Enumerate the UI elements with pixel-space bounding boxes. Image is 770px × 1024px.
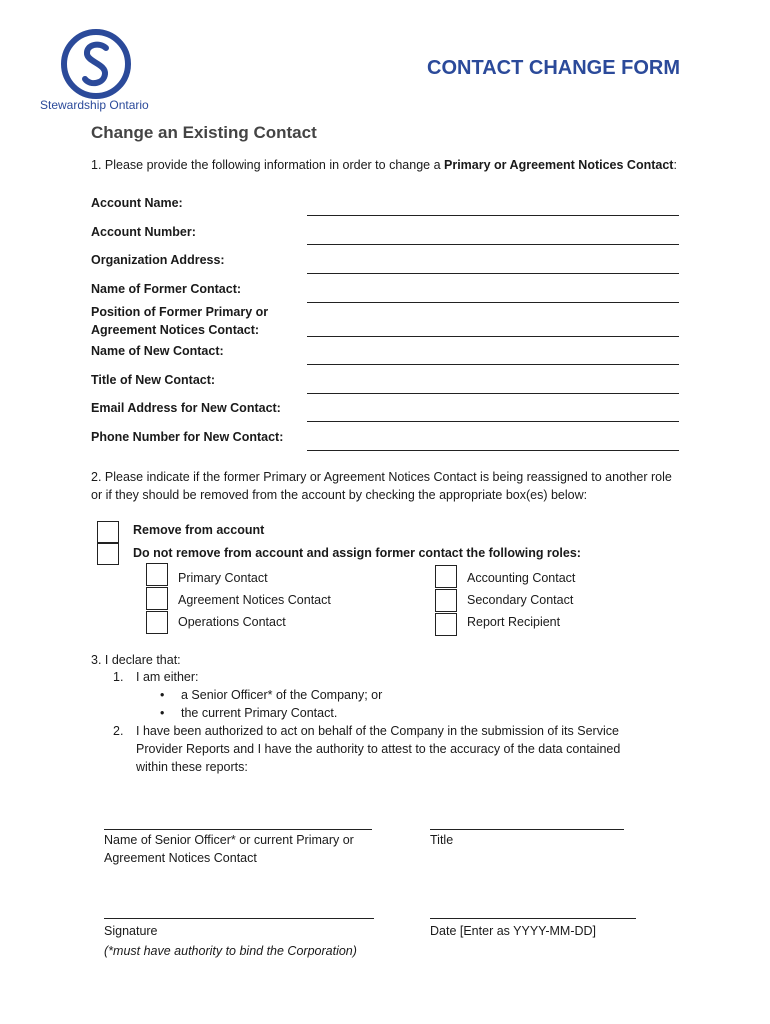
- signature-label: Signature: [104, 924, 158, 938]
- section-title: Change an Existing Contact: [91, 123, 317, 142]
- report-recipient-checkbox[interactable]: [435, 613, 457, 636]
- new-contact-name-label: Name of New Contact:: [91, 344, 224, 358]
- declaration-item1: I am either:: [136, 670, 199, 684]
- new-contact-title-field[interactable]: [307, 393, 679, 394]
- account-name-field[interactable]: [307, 215, 679, 216]
- operations-contact-label: Operations Contact: [178, 615, 286, 629]
- former-contact-name-label: Name of Former Contact:: [91, 282, 242, 296]
- authority-note: (*must have authority to bind the Corporation): [104, 944, 357, 958]
- signature-line[interactable]: [104, 918, 374, 919]
- intro-bold: Primary or Agreement Notices Contact: [444, 158, 674, 172]
- logo-wordmark: Stewardship Ontario: [40, 98, 149, 112]
- organization-address-field[interactable]: [307, 273, 679, 274]
- reassign-text: 2. Please indicate if the former Primary or Agreement Notices Contact is being reassigned to another role or if they should be removed from the account by checking the appropriate box(es) below:: [91, 470, 672, 502]
- bullet-icon: •: [160, 706, 165, 720]
- bullet-icon: •: [160, 688, 165, 702]
- declaration-bullet-senior-officer: a Senior Officer* of the Company; or: [181, 688, 383, 702]
- officer-name-label: Name of Senior Officer* or current Primary or Agreement Notices Contact: [104, 833, 354, 865]
- former-contact-position-field[interactable]: [307, 336, 679, 337]
- former-contact-position-label: Position of Former Primary or Agreement Notices Contact:: [91, 305, 269, 337]
- intro-prefix: 1. Please provide the following information in order to change a: [91, 158, 444, 172]
- new-contact-name-field[interactable]: [307, 364, 679, 365]
- new-contact-phone-field[interactable]: [307, 450, 679, 451]
- declaration-intro: 3. I declare that:: [91, 653, 181, 667]
- date-line[interactable]: [430, 918, 636, 919]
- intro-suffix: :: [673, 158, 677, 172]
- agreement-notices-contact-label: Agreement Notices Contact: [178, 593, 331, 607]
- primary-contact-label: Primary Contact: [178, 571, 268, 585]
- date-label: Date [Enter as YYYY-MM-DD]: [430, 924, 597, 938]
- title-line[interactable]: [430, 829, 624, 830]
- declaration-item2: I have been authorized to act on behalf of the Company in the submission of its Service Provider Reports and I have the authority to attest to the accuracy of the data contained within these reports:: [136, 724, 621, 774]
- new-contact-title-label: Title of New Contact:: [91, 373, 216, 387]
- organization-address-label: Organization Address:: [91, 253, 225, 267]
- new-contact-email-field[interactable]: [307, 421, 679, 422]
- report-recipient-label: Report Recipient: [467, 615, 561, 629]
- keep-contact-checkbox[interactable]: [97, 543, 119, 565]
- remove-from-account-checkbox[interactable]: [97, 521, 119, 543]
- account-number-field[interactable]: [307, 244, 679, 245]
- declaration-bullet-primary-contact: the current Primary Contact.: [181, 706, 338, 720]
- account-name-label: Account Name:: [91, 196, 183, 210]
- primary-contact-checkbox[interactable]: [146, 563, 168, 586]
- stewardship-ontario-logo: [60, 28, 132, 100]
- account-number-label: Account Number:: [91, 225, 196, 239]
- secondary-contact-label: Secondary Contact: [467, 593, 574, 607]
- operations-contact-checkbox[interactable]: [146, 611, 168, 634]
- declaration-item2-number: 2.: [113, 724, 124, 738]
- declaration-item1-number: 1.: [113, 670, 124, 684]
- new-contact-phone-label: Phone Number for New Contact:: [91, 430, 284, 444]
- remove-from-account-label: Remove from account: [133, 523, 265, 537]
- keep-contact-label: Do not remove from account and assign former contact the following roles:: [133, 546, 581, 560]
- secondary-contact-checkbox[interactable]: [435, 589, 457, 612]
- new-contact-email-label: Email Address for New Contact:: [91, 401, 281, 415]
- intro-text: [91, 156, 677, 174]
- officer-name-line[interactable]: [104, 829, 372, 830]
- agreement-notices-contact-checkbox[interactable]: [146, 587, 168, 610]
- accounting-contact-checkbox[interactable]: [435, 565, 457, 588]
- former-contact-name-field[interactable]: [307, 302, 679, 303]
- form-title: CONTACT CHANGE FORM: [427, 57, 680, 79]
- title-label: Title: [430, 833, 454, 847]
- accounting-contact-label: Accounting Contact: [467, 571, 576, 585]
